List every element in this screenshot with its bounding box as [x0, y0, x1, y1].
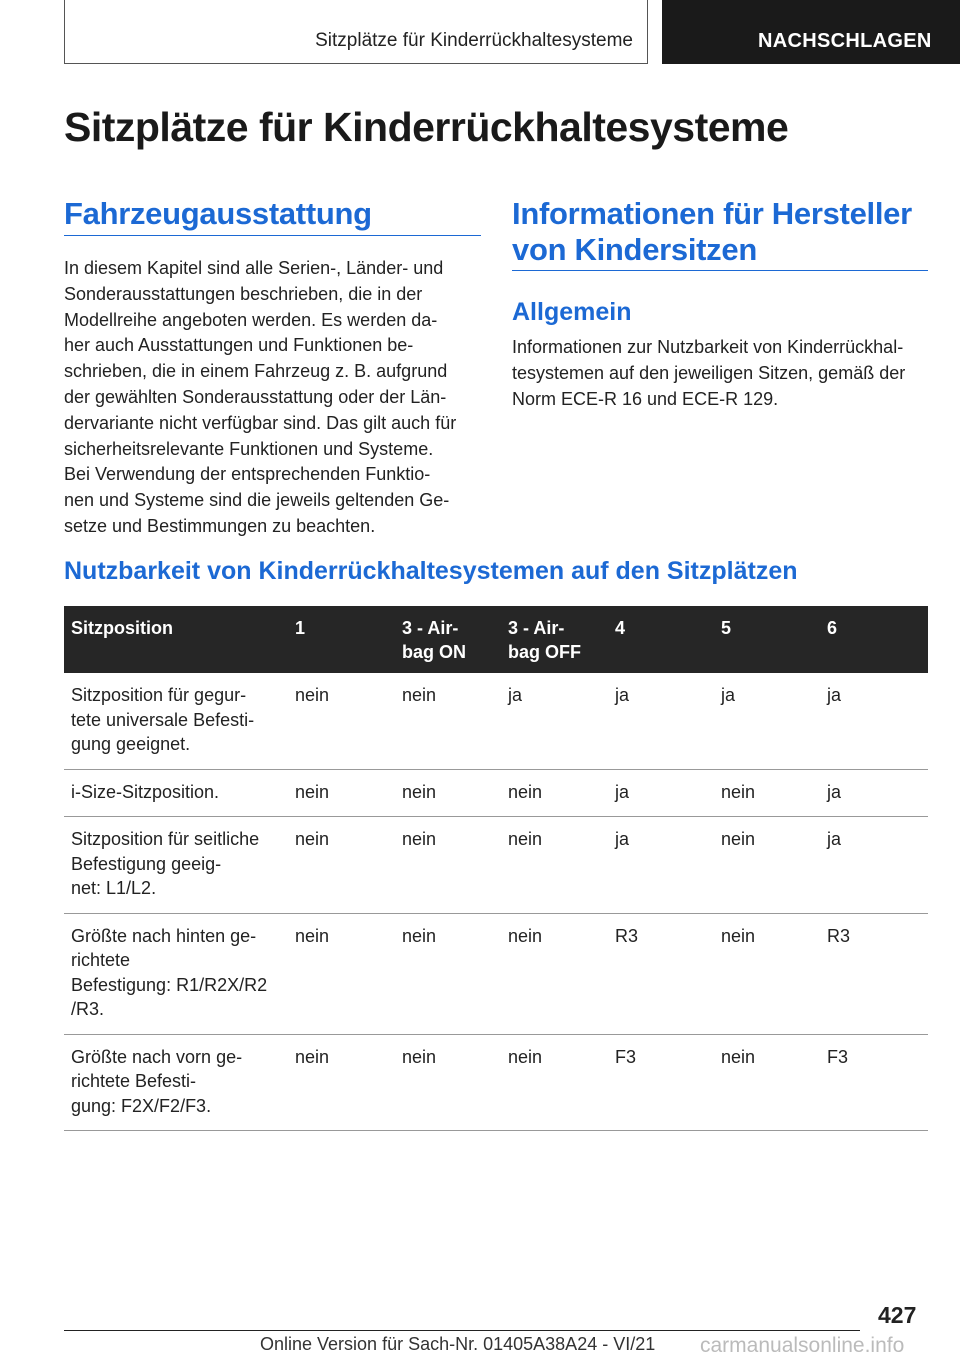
table-cell: ja: [608, 769, 714, 817]
table-heading: Nutzbarkeit von Kinderrückhaltesystemen auf den Sitzplätzen: [64, 557, 798, 585]
table-row: [64, 1034, 928, 1131]
header-section-title: Sitzplätze für Kinderrückhaltesysteme: [315, 30, 633, 51]
table-cell: ja: [820, 673, 928, 769]
table-cell: nein: [395, 673, 501, 769]
table-cell: F3: [608, 1034, 714, 1131]
table-cell: nein: [395, 1034, 501, 1131]
table-cell: nein: [714, 1034, 820, 1131]
table-cell: F3: [820, 1034, 928, 1131]
right-body-text: Informationen zur Nutzbarkeit von Kinderrückhal- tesystemen auf den jeweiligen Sitzen, gemäß der Norm ECE-R 16 und ECE-R 129.: [512, 337, 906, 409]
table-cell: Sitzposition für gegur- tete universale Befesti- gung geeignet.: [64, 673, 288, 769]
header-chapter-label: NACHSCHLAGEN: [758, 30, 932, 52]
subheading-allgemein: Allgemein: [512, 298, 632, 326]
table-cell: nein: [501, 913, 608, 1034]
table-cell: nein: [395, 769, 501, 817]
watermark: carmanualsonline.info: [700, 1334, 905, 1357]
table-cell: R3: [820, 913, 928, 1034]
table-cell: ja: [501, 673, 608, 769]
table-cell: i-Size-Sitzposition.: [64, 769, 288, 817]
column-header: 3 - Air- bag OFF: [501, 606, 608, 673]
table-cell: nein: [288, 769, 395, 817]
page-number: 427: [878, 1302, 917, 1328]
table-cell: Größte nach vorn ge- richtete Befesti- gung: F2X/F2/F3.: [64, 1034, 288, 1131]
table-cell: nein: [714, 769, 820, 817]
seat-usability-table: [64, 606, 928, 1131]
heading-hersteller-info: Informationen für Hersteller von Kindersitzen: [512, 196, 912, 267]
table-cell: nein: [501, 817, 608, 914]
footer-rule: [64, 1330, 860, 1331]
heading-rule-left: [64, 235, 481, 236]
table-cell: ja: [714, 673, 820, 769]
table-cell: ja: [820, 769, 928, 817]
header-section-box: [64, 0, 648, 64]
column-header: 5: [714, 606, 820, 673]
table-cell: Sitzposition für seitliche Befestigung geeig- net: L1/L2.: [64, 817, 288, 914]
table-cell: nein: [288, 817, 395, 914]
table-cell: nein: [288, 913, 395, 1034]
table-cell: nein: [501, 1034, 608, 1131]
table-cell: R3: [608, 913, 714, 1034]
table-row: [64, 913, 928, 1034]
column-header: 4: [608, 606, 714, 673]
table-cell: nein: [288, 1034, 395, 1131]
table-row: [64, 817, 928, 914]
table-cell: nein: [395, 817, 501, 914]
table-cell: ja: [820, 817, 928, 914]
left-body-text: In diesem Kapitel sind alle Serien-, Länder- und Sonderausstattungen beschrieben, die in der Modellreihe angeboten werden. Es werden da- her auch Ausstattungen und Funktionen be- schrieben, die in einem Fahrzeug z. B. aufgrund der gewählten Sonderausstattung oder der Län- dervariante nicht verfügbar sind. Das gilt auch für sicherheitsrelevante Funktionen und Systeme. Bei Verwendung der entsprechenden Funktio- nen und Systeme sind die jeweils geltenden Ge- setze und Bestimmungen zu beachten.: [64, 258, 457, 536]
table-cell: ja: [608, 817, 714, 914]
column-header: 6: [820, 606, 928, 673]
table-cell: ja: [608, 673, 714, 769]
heading-rule-right: [512, 270, 928, 271]
column-header: Sitzposition: [64, 606, 288, 673]
table-cell: nein: [395, 913, 501, 1034]
online-version-note: Online Version für Sach-Nr. 01405A38A24 - VI/21: [260, 1334, 656, 1354]
table-cell: nein: [288, 673, 395, 769]
table-cell: Größte nach hinten ge- richtete Befestigung: R1/R2X/R2 /R3.: [64, 913, 288, 1034]
column-header: 3 - Air- bag ON: [395, 606, 501, 673]
table-row: [64, 673, 928, 769]
table-cell: nein: [501, 769, 608, 817]
table-cell: nein: [714, 913, 820, 1034]
table-cell: nein: [714, 817, 820, 914]
column-header: 1: [288, 606, 395, 673]
heading-fahrzeugausstattung: Fahrzeugausstattung: [64, 196, 372, 231]
header-chapter-tab[interactable]: [662, 0, 960, 64]
table-header-row: [64, 606, 928, 673]
table-row: [64, 769, 928, 817]
page-title: Sitzplätze für Kinderrückhaltesysteme: [64, 104, 789, 150]
